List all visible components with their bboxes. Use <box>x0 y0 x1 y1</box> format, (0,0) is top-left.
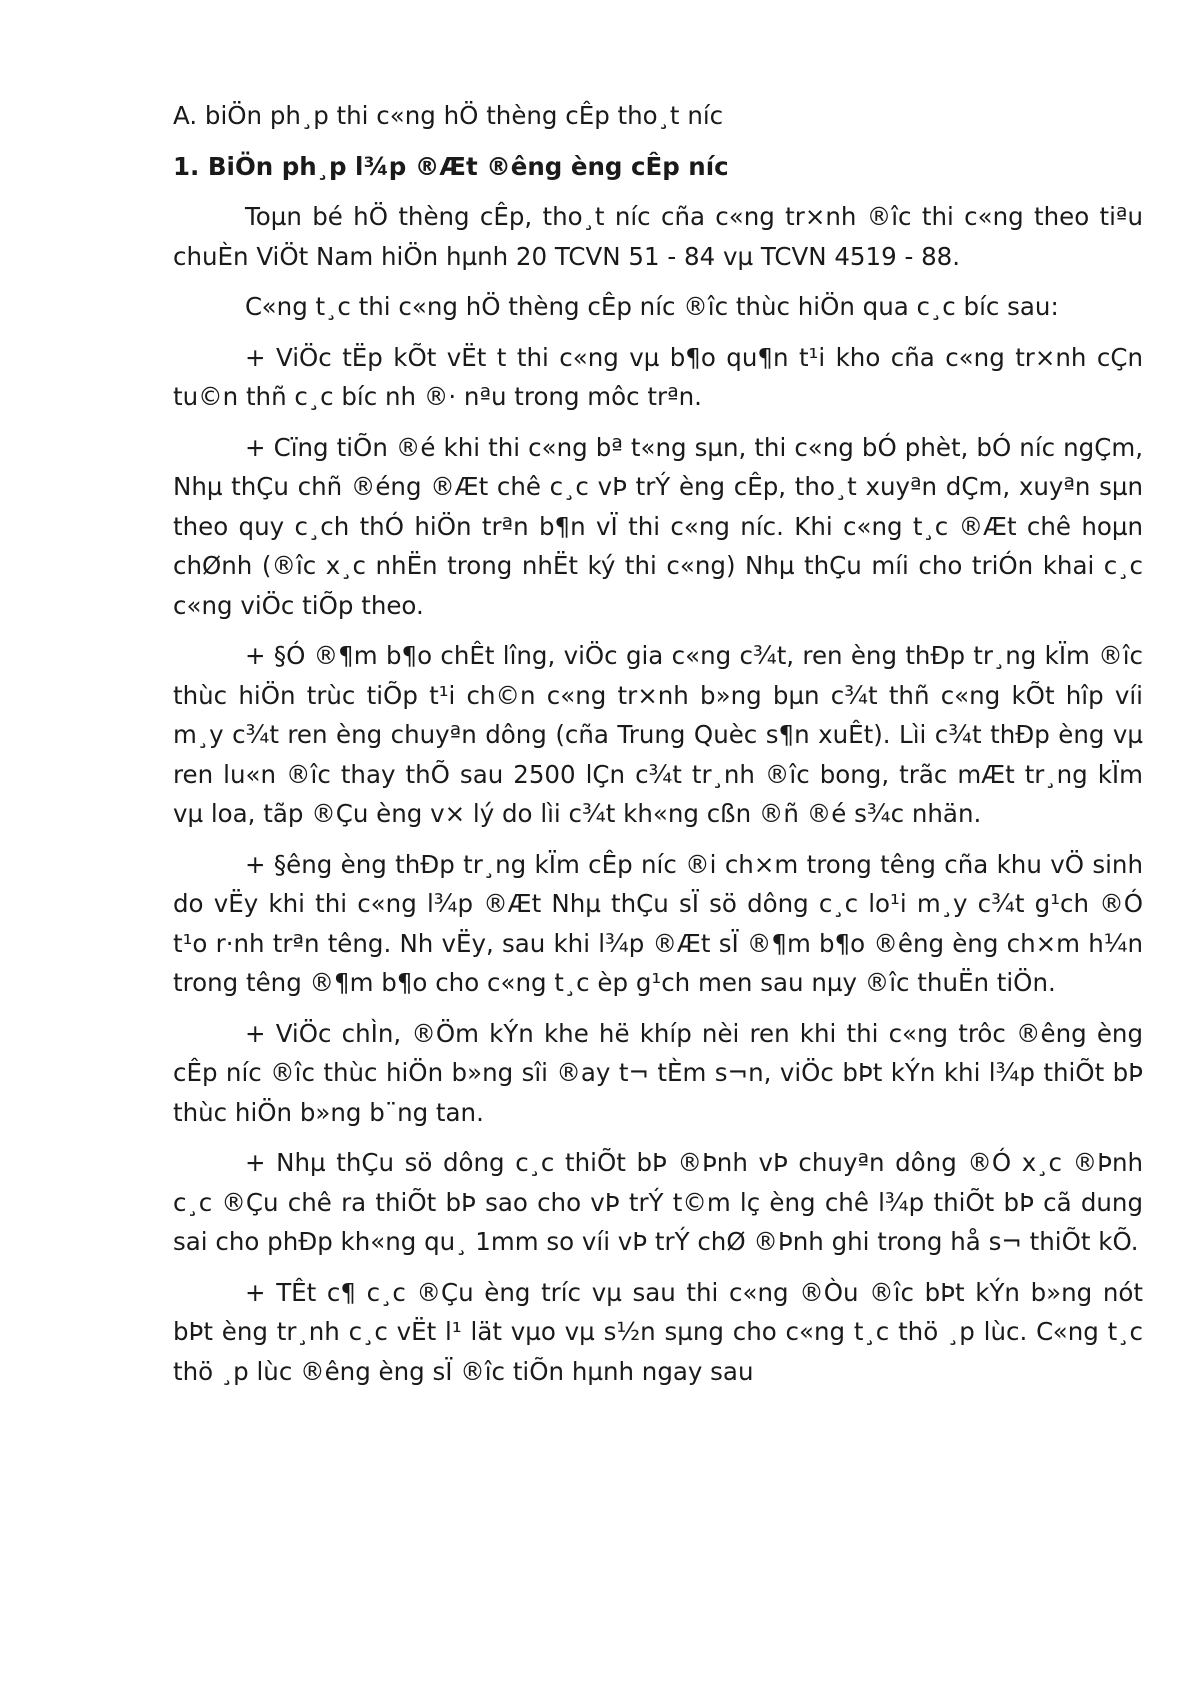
paragraph-joint-sealing: + ViÖc chÌn, ®Öm kÝn khe hë khíp nèi ren khi thi c«ng trôc ®êng èng cÊp níc ®îc thùc hiÖn b»ng sîi ®ay t¬ tÈm s¬n, viÖc bÞt kÝn khi l¾p thiÕt bÞ thùc hiÖn b»ng b¨ng tan. <box>173 1018 1143 1127</box>
paragraph-embedded-sleeves: + Cïng tiÕn ®é khi thi c«ng bª t«ng sµn, thi c«ng bÓ phèt, bÓ níc ngÇm, Nhµ thÇu chñ ®éng ®Æt chê c¸c vÞ trÝ èng cÊp, tho¸t xuyªn dÇm, xuyªn sµn theo quy c¸ch thÓ hiÖn trªn b¶n vÏ thi c«ng níc. Khi c«ng t¸c ®Æt chê hoµn chØnh (®îc x¸c nhËn trong nhËt ký thi c«ng) Nhµ thÇu míi cho triÓn khai c¸c c«ng viÖc tiÕp theo. <box>173 432 1143 620</box>
paragraph-pipe-threading: + §Ó ®¶m b¶o chÊt lîng, viÖc gia c«ng c¾t, ren èng thÐp tr¸ng kÏm ®îc thùc hiÖn trùc tiÕp t¹i ch©n c«ng tr×nh b»ng bµn c¾t thñ c«ng kÕt hîp víi m¸y c¾t ren èng chuyªn dông (cña Trung Quèc s¶n xuÊt). Lìi c¾t thÐp èng vµ ren lu«n ®îc thay thÕ sau 2500 lÇn c¾t tr¸nh ®îc bong, trãc mÆt tr¸ng kÏm vµ loa, tãp ®Çu èng v× lý do lìi c¾t kh«ng cßn ®ñ ®é s¾c nhän. <box>173 641 1143 828</box>
paragraph-material-storage: + ViÖc tËp kÕt vËt t thi c«ng vµ b¶o qu¶n t¹i kho cña c«ng tr×nh cÇn tu©n thñ c¸c bíc nh ®· nªu trong môc trªn. <box>173 342 1143 411</box>
paragraph-steps-intro: C«ng t¸c thi c«ng hÖ thèng cÊp níc ®îc thùc hiÖn qua c¸c bíc sau: <box>245 292 1059 321</box>
section-heading-a: A. biÖn ph¸p thi c«ng hÖ thèng cÊp tho¸t níc <box>173 101 724 130</box>
document-body <box>173 96 1143 1391</box>
paragraph-pipe-capping: + TÊt c¶ c¸c ®Çu èng tríc vµ sau thi c«ng ®Òu ®îc bÞt kÝn b»ng nót bÞt èng tr¸nh c¸c vËt l¹ lät vµo vµ s½n sµng cho c«ng t¸c thö ¸p lùc. C«ng t¸c thö ¸p lùc ®êng èng sÏ ®îc tiÕn hµnh ngay sau <box>173 1277 1143 1386</box>
section-heading-1: 1. BiÖn ph¸p l¾p ®Æt ®êng èng cÊp níc <box>173 151 729 181</box>
paragraph-standards: Toµn bé hÖ thèng cÊp, tho¸t níc cña c«ng tr×nh ®îc thi c«ng theo tiªu chuÈn ViÖt Nam hiÖn hµnh 20 TCVN 51 - 84 vµ TCVN 4519 - 88. <box>173 202 1143 271</box>
paragraph-positioning: + Nhµ thÇu sö dông c¸c thiÕt bÞ ®Þnh vÞ chuyªn dông ®Ó x¸c ®Þnh c¸c ®Çu chê ra thiÕt bÞ sao cho vÞ trÝ t©m lç èng chê l¾p thiÕt bÞ cã dung sai cho phÐp kh«ng qu¸ 1mm so víi vÞ trÝ chØ ®Þnh ghi trong hå s¬ thiÕt kÕ. <box>173 1148 1143 1256</box>
paragraph-wall-chasing: + §êng èng thÐp tr¸ng kÏm cÊp níc ®i ch×m trong têng cña khu vÖ sinh do vËy khi thi c«ng l¾p ®Æt Nhµ thÇu sÏ sö dông c¸c lo¹i m¸y c¾t g¹ch ®Ó t¹o r·nh trªn têng. Nh vËy, sau khi l¾p ®Æt sÏ ®¶m b¶o ®êng èng ch×m h¼n trong têng ®¶m b¶o cho c«ng t¸c èp g¹ch men sau nµy ®îc thuËn tiÖn. <box>173 849 1143 997</box>
